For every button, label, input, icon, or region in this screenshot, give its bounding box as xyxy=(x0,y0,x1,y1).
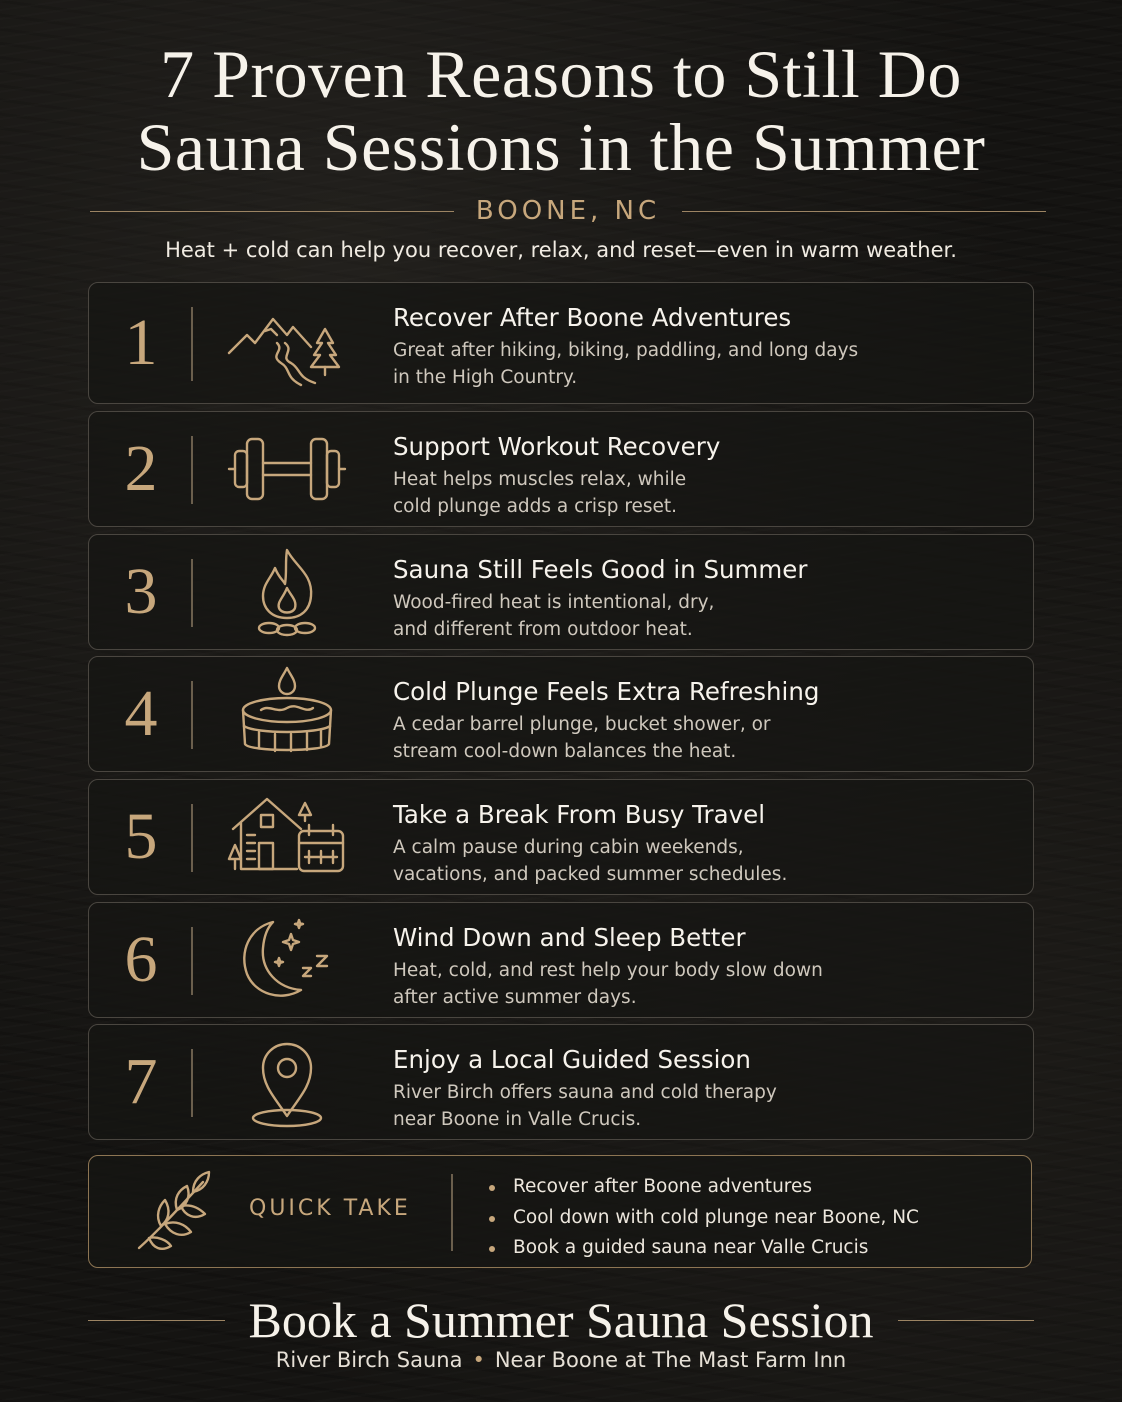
reason-number: 5 xyxy=(124,800,158,873)
reason-number: 7 xyxy=(124,1045,158,1118)
divider-right xyxy=(682,211,1046,212)
reason-number: 1 xyxy=(124,306,158,379)
title-line-1: 7 Proven Reasons to Still Do xyxy=(160,36,962,112)
location-row xyxy=(90,196,1046,226)
list-item: Book a guided sauna near Valle Crucis xyxy=(489,1233,919,1264)
page-title xyxy=(0,38,1122,184)
reason-heading: Sauna Still Feels Good in Summer xyxy=(393,555,808,584)
reason-card xyxy=(88,282,1034,404)
reason-description: A calm pause during cabin weekends, vacations, and packed summer schedules. xyxy=(393,837,788,885)
mountain-river-icon xyxy=(225,295,349,391)
location-pin-icon xyxy=(225,1034,349,1130)
reason-description: River Birch offers sauna and cold therapy near Boone in Valle Crucis. xyxy=(393,1082,777,1130)
intro-text: Heat + cold can help you recover, relax, and reset—even in warm weather. xyxy=(165,238,957,262)
reason-card xyxy=(88,1024,1034,1140)
reason-description: A cedar barrel plunge, bucket shower, or stream cool-down balances the heat. xyxy=(393,714,771,762)
reason-number: 2 xyxy=(124,432,158,505)
cta-heading: Book a Summer Sauna Session xyxy=(248,1292,874,1348)
reason-card xyxy=(88,656,1034,772)
quick-take-list xyxy=(489,1172,919,1264)
location-label: BOONE, NC xyxy=(475,196,661,226)
quick-take-label: QUICK TAKE xyxy=(249,1196,411,1221)
fire-icon xyxy=(225,544,349,640)
title-line-2: Sauna Sessions in the Summer xyxy=(136,109,986,185)
card-divider xyxy=(191,559,193,627)
moon-sleep-icon xyxy=(225,912,349,1008)
reason-heading: Support Workout Recovery xyxy=(393,432,721,461)
card-divider xyxy=(191,804,193,872)
divider-left xyxy=(88,1320,225,1321)
reason-heading: Cold Plunge Feels Extra Refreshing xyxy=(393,677,820,706)
reason-description: Heat, cold, and rest help your body slow down after active summer days. xyxy=(393,960,823,1008)
leaf-branch-icon xyxy=(129,1168,219,1258)
reason-heading: Wind Down and Sleep Better xyxy=(393,923,746,952)
list-item: Recover after Boone adventures xyxy=(489,1172,919,1203)
cabin-calendar-icon xyxy=(225,789,349,885)
reason-number: 6 xyxy=(124,923,158,996)
reason-number: 3 xyxy=(124,555,158,628)
reason-card xyxy=(88,411,1034,527)
card-divider xyxy=(191,681,193,749)
dumbbell-icon xyxy=(225,421,349,517)
reason-description: Great after hiking, biking, paddling, and long days in the High Country. xyxy=(393,340,859,388)
card-divider xyxy=(191,1049,193,1117)
cta-row xyxy=(88,1290,1034,1350)
reason-heading: Recover After Boone Adventures xyxy=(393,303,792,332)
footer-brand: River Birch Sauna xyxy=(275,1348,463,1372)
cold-plunge-barrel-icon xyxy=(225,666,349,762)
divider-right xyxy=(898,1320,1035,1321)
list-item: Cool down with cold plunge near Boone, NC xyxy=(489,1203,919,1234)
card-divider xyxy=(191,307,193,381)
quick-take-divider xyxy=(451,1174,453,1251)
divider-left xyxy=(90,211,454,212)
reason-card xyxy=(88,534,1034,650)
bullet-separator: • xyxy=(472,1348,485,1372)
reason-heading: Enjoy a Local Guided Session xyxy=(393,1045,751,1074)
reason-description: Wood-fired heat is intentional, dry, and different from outdoor heat. xyxy=(393,592,715,640)
card-divider xyxy=(191,436,193,504)
footer xyxy=(0,1348,1122,1372)
reason-card xyxy=(88,779,1034,895)
reason-card xyxy=(88,902,1034,1018)
quick-take-box xyxy=(88,1155,1032,1268)
card-divider xyxy=(191,927,193,995)
reason-heading: Take a Break From Busy Travel xyxy=(393,800,766,829)
reason-description: Heat helps muscles relax, while cold plunge adds a crisp reset. xyxy=(393,469,687,517)
reason-number: 4 xyxy=(124,677,158,750)
footer-location: Near Boone at The Mast Farm Inn xyxy=(494,1348,847,1372)
